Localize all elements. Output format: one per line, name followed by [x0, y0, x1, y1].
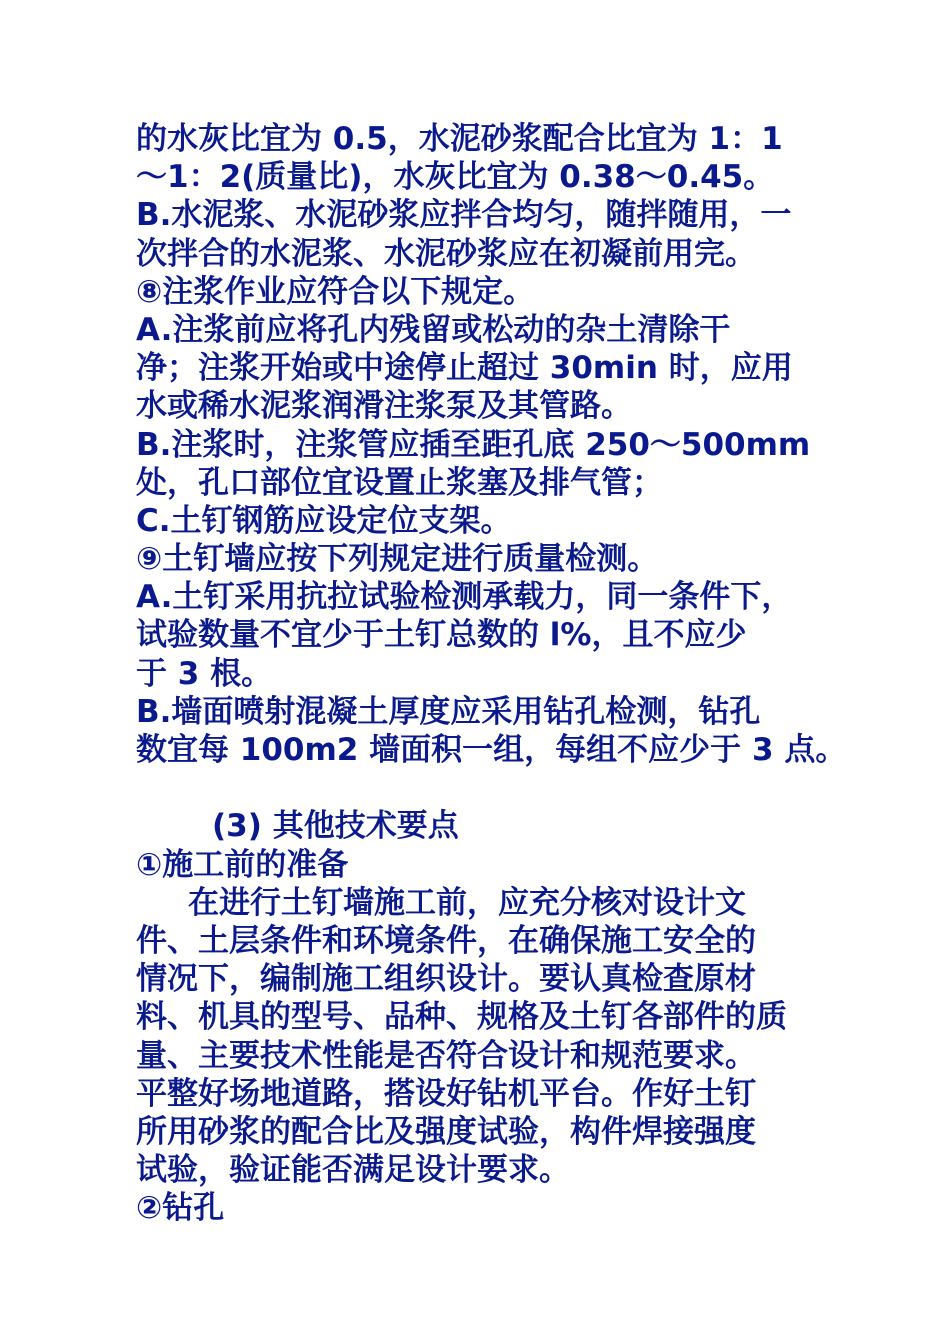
- paragraph-line: 所用砂浆的配合比及强度试验，构件焊接强度: [136, 1113, 756, 1150]
- text-line: 次拌合的水泥浆、水泥砂浆应在初凝前用完。: [136, 235, 756, 272]
- paragraph-line: 试验，验证能否满足设计要求。: [136, 1152, 570, 1189]
- paragraph-line: 量、主要技术性能是否符合设计和规范要求。: [136, 1037, 756, 1074]
- blank-line: [136, 769, 856, 807]
- text-line: 净；注浆开始或中途停止超过 30min 时，应用: [136, 350, 793, 387]
- paragraph-line: 料、机具的型号、品种、规格及土钉各部件的质: [136, 999, 787, 1036]
- text-line: B.墙面喷射混凝土厚度应采用钻孔检测，钻孔: [136, 693, 761, 730]
- text-line: 试验数量不宜少于土钉总数的 l%，且不应少: [136, 617, 747, 654]
- list-heading-8: ⑧注浆作业应符合以下规定。: [136, 273, 535, 310]
- text-line: A.注浆前应将孔内残留或松动的杂土清除干: [136, 311, 731, 348]
- text-line: A.土钉采用抗拉试验检测承载力，同一条件下，: [136, 579, 793, 616]
- text-line: 水或稀水泥浆润滑注浆泵及其管路。: [136, 388, 632, 425]
- paragraph-line: 件、土层条件和环境条件，在确保施工安全的: [136, 922, 756, 959]
- text-line: 的水灰比宜为 0.5，水泥砂浆配合比宜为 1：1: [136, 121, 783, 157]
- text-line: 数宜每 100m2 墙面积一组，每组不应少于 3 点。: [136, 732, 847, 768]
- text-line: 于 3 根。: [136, 655, 273, 692]
- text-line: C.土钉钢筋应设定位支架。: [136, 502, 512, 539]
- text-line: 处，孔口部位宜设置止浆塞及排气管；: [136, 464, 663, 501]
- paragraph-line: 在进行土钉墙施工前，应充分核对设计文: [188, 884, 746, 921]
- item-heading-1: ①施工前的准备: [136, 846, 349, 883]
- text-line: B.注浆时，注浆管应插至距孔底 250～500mm: [136, 426, 811, 463]
- document-body: [136, 120, 856, 1227]
- paragraph-line: 平整好场地道路，搭设好钻机平台。作好土钉: [136, 1075, 756, 1112]
- text-line: ～1：2(质量比)，水灰比宜为 0.38～0.45。: [136, 159, 775, 196]
- list-heading-9: ⑨土钉墙应按下列规定进行质量检测。: [136, 541, 659, 578]
- section-heading: (3) 其他技术要点: [212, 808, 459, 845]
- item-heading-2: ②钻孔: [136, 1190, 225, 1227]
- text-line: B.水泥浆、水泥砂浆应拌合均匀，随拌随用，一: [136, 197, 792, 234]
- paragraph-line: 情况下，编制施工组织设计。要认真检查原材: [136, 961, 756, 998]
